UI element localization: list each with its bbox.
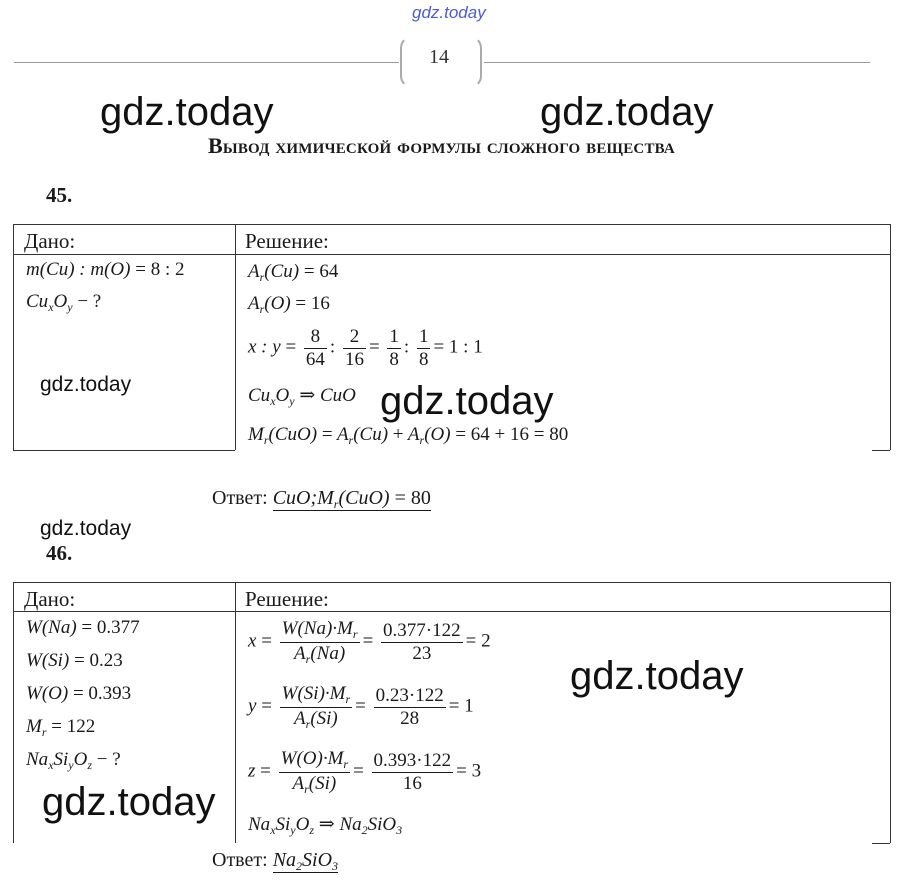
problem-45-number: 45. (46, 183, 73, 207)
solution-45-line-4: $Cu_xO_y$ ⇒ CuO (248, 385, 356, 408)
watermark-top: gdz.today (412, 3, 486, 22)
given-label-46: Дано: (24, 587, 76, 611)
answer-45 (212, 487, 431, 512)
given-label-45: Дано: (24, 229, 76, 253)
given-46-mr: $M_r = 122$ (26, 716, 96, 739)
watermark-2: gdz.today (540, 90, 714, 134)
solution-46-y: y = $\frac{W(Si)\cdot M_r}{A_r(Si)}$ = $\frac{0.23\cdot 122}{28}$ = 1 (248, 683, 474, 731)
answer-45-value: $CuO;M_r(CuO) = 80$ (272, 487, 431, 511)
solution-46-result: $Na_xSi_yO_z$ ⇒ $Na_2SiO_3$ (248, 814, 403, 837)
problem-46-number: 46. (46, 541, 73, 565)
answer-46-value: $Na_2SiO_3$ (272, 849, 339, 873)
solution-46-z: z = $\frac{W(O)\cdot M_r}{A_r(Si)}$ = $\frac{0.393\cdot 122}{16}$ = 3 (248, 748, 482, 796)
page-number: 14 (429, 46, 449, 68)
watermark-4: gdz.today (380, 379, 554, 423)
given-46-w-o: W(O) = 0.393 (26, 683, 132, 704)
answer-46 (212, 849, 338, 874)
given-45-mass-ratio: m(Cu) : m(O) = 8 : 2 (26, 259, 185, 280)
solution-46-x: x = $\frac{W(Na)\cdot M_r}{A_r(Na)}$ = $\frac{0.377\cdot 122}{23}$ = 2 (248, 618, 491, 666)
page-title: Вывод химической формулы сложного вещества (208, 133, 675, 158)
watermark-3: gdz.today (40, 373, 132, 396)
watermark-6: gdz.today (570, 654, 744, 698)
answer-45-label: Ответ: (212, 487, 268, 509)
given-46-w-na: W(Na) = 0.377 (26, 617, 140, 638)
answer-46-label: Ответ: (212, 849, 268, 871)
solution-label-45: Решение: (245, 229, 329, 253)
header-rule-right (484, 62, 870, 63)
header-rule-left (14, 62, 399, 63)
solution-45-line-2: $A_r(O) = 16$ (248, 293, 330, 316)
solution-45-line-1: $A_r(Cu) = 64$ (248, 261, 339, 284)
solution-label-46: Решение: (245, 587, 329, 611)
given-45-formula: $Cu_xO_y$ − ? (26, 291, 102, 314)
given-46-w-si: W(Si) = 0.23 (26, 650, 123, 671)
watermark-1: gdz.today (100, 90, 274, 134)
watermark-7: gdz.today (42, 780, 216, 824)
solution-45-line-3: x : y = $\frac{8}{64}$ : $\frac{2}{16}$ = $\frac{1}{8}$ : $\frac{1}{8}$ = 1 : 1 (248, 326, 483, 370)
watermark-5: gdz.today (40, 517, 132, 540)
solution-45-line-5: $M_r(CuO) = A_r(Cu) + A_r(O) = 64 + 16 = 80$ (248, 424, 569, 447)
given-46-formula: $Na_xSi_yO_z$ − ? (26, 749, 121, 772)
